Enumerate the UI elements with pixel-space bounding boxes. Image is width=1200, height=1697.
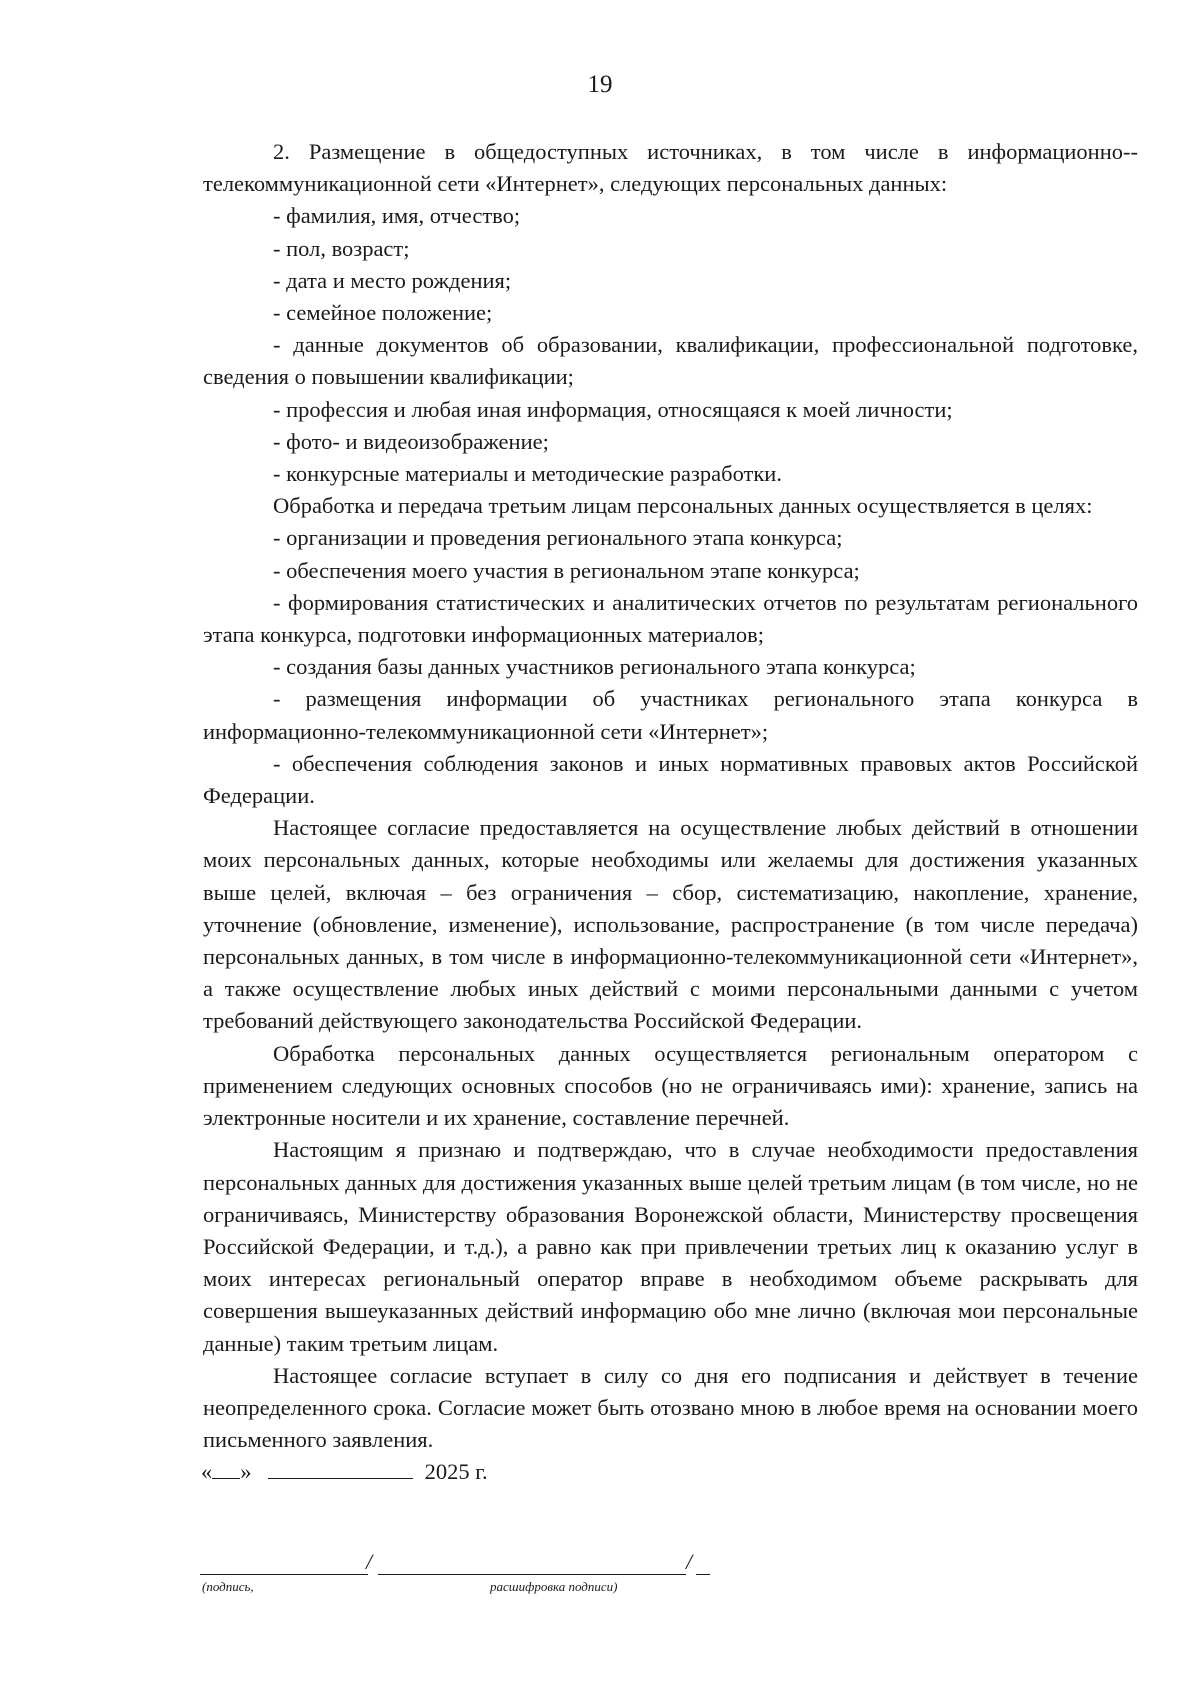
signature-separator: / — [366, 1549, 373, 1574]
signature-tail-line — [696, 1574, 710, 1575]
list-item: - фамилия, имя, отчество; — [273, 203, 521, 229]
signature-block — [200, 1549, 720, 1594]
date-year: 2025 г. — [424, 1459, 488, 1485]
list-item: - формирования статистических и аналитических отчетов по результатам регионального этапа конкурса, подготовки информационных материалов; — [203, 589, 1138, 648]
date-close-quote: » — [240, 1459, 252, 1485]
paragraph-third-parties: Настоящим я признаю и подтверждаю, что в случае необходимости предоставления персональных данных для достижения указанных выше целей третьим лицам (в том числе, но не ограничиваясь, Министерству образования Воронежской области, Министерству просвещения Российской Федерации, и т.д.), а равно как при привлечении третьих лиц к оказанию услуг в моих интересах региональный оператор вправе в необходимом объеме раскрывать для совершения вышеуказанных действий информацию обо мне лично (включая мои персональные данные) таким третьим лицам. — [203, 1137, 1138, 1356]
paragraph-placement: 2. Размещение в общедоступных источниках, в том числе в информационно-- телекоммуникационной сети «Интернет», следующих персональных данных: — [203, 139, 1138, 197]
paragraph-consent-actions: Настоящее согласие предоставляется на осуществление любых действий в отношении моих персональных данных, которые необходимы или желаемы для достижения указанных выше целей, включая – без ограничения – сбор, систематизацию, накопление, хранение, уточнение (обновление, изменение), использование, распространение (в том числе передача) персональных данных, в том числе в информационно-телекоммуникационной сети «Интернет», а также осуществление любых иных действий с моими персональными данными с учетом требований действующего законодательства Российской Федерации. — [203, 815, 1138, 1034]
signature-decoding-line[interactable] — [378, 1574, 686, 1575]
page-number: 19 — [587, 71, 613, 98]
purposes-list — [203, 522, 1138, 812]
list-item: - семейное положение; — [273, 300, 493, 326]
list-item: - пол, возраст; — [273, 235, 410, 261]
signature-decoding-caption: расшифровка подписи) — [490, 1579, 618, 1594]
list-item: - обеспечения моего участия в региональном этапе конкурса; — [273, 557, 860, 583]
date-open-quote: « — [201, 1459, 213, 1485]
personal-data-list — [203, 200, 1138, 490]
document-body — [203, 136, 1138, 1488]
list-item: - конкурсные материалы и методические разработки. — [273, 461, 782, 487]
day-blank[interactable] — [212, 1456, 240, 1479]
list-item: - данные документов об образовании, квалификации, профессиональной подготовке, сведения о повышении квалификации; — [203, 332, 1138, 390]
list-item: - размещения информации об участниках регионального этапа конкурса в информационно-телекоммуникационной сети «Интернет»; — [203, 686, 1138, 744]
list-item: - профессия и любая иная информация, относящаяся к моей личности; — [273, 396, 953, 422]
date-line — [201, 1456, 1138, 1488]
list-item: - обеспечения соблюдения законов и иных нормативных правовых актов Российской Федерации. — [203, 750, 1138, 809]
paragraph-processing-methods: Обработка персональных данных осуществляется региональным оператором с применением следующих основных способов (но не ограничиваясь ими): хранение, запись на электронные носители и их хранение, составление перечней. — [203, 1040, 1138, 1131]
month-blank[interactable] — [268, 1456, 413, 1479]
list-item: - создания базы данных участников регионального этапа конкурса; — [273, 654, 916, 680]
signature-caption: (подпись, — [202, 1579, 254, 1594]
list-item: - дата и место рождения; — [273, 267, 512, 293]
signature-line[interactable] — [200, 1574, 368, 1575]
signature-end-separator: / — [686, 1549, 693, 1574]
paragraph-purposes: Обработка и передача третьим лицам персональных данных осуществляется в целях: — [273, 493, 1093, 519]
list-item: - организации и проведения регионального этапа конкурса; — [273, 525, 843, 551]
list-item: - фото- и видеоизображение; — [273, 428, 549, 454]
paragraph-validity: Настоящее согласие вступает в силу со дня его подписания и действует в течение неопределенного срока. Согласие может быть отозвано мною в любое время на основании моего письменного заявления. — [203, 1362, 1138, 1453]
